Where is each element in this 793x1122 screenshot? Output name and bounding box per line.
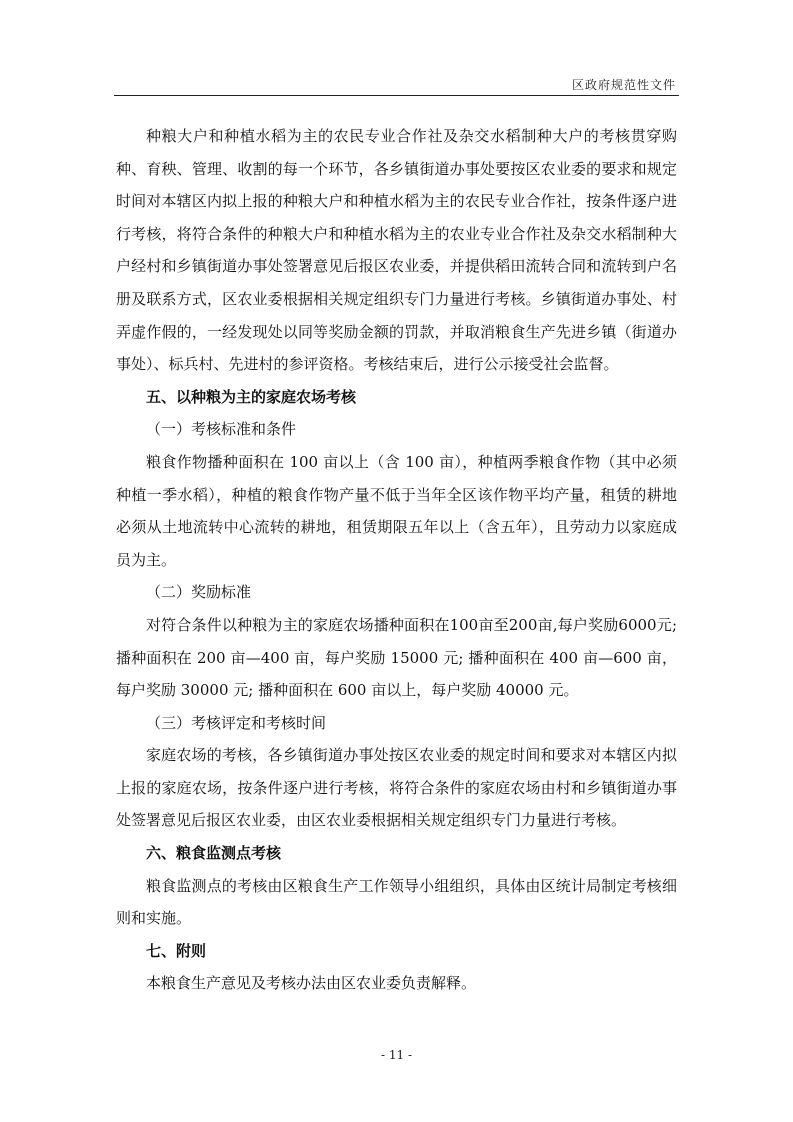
document-body	[116, 120, 677, 1000]
subheading-reward-standard: （二）奖励标准	[146, 583, 252, 602]
page-number: - 11 -	[380, 1048, 412, 1062]
paragraph-assessment-process: 种粮大户和种植水稻为主的农民专业合作社及杂交水稻制种大户的考核贯穿购种、育秧、管理、收割的每一个环节，各乡镇街道办事处要按区农业委的要求和规定时间对本辖区内拟上报的种粮大户和种植水稻为主的农民专业合作社，按条件逐户进行考核，将符合条件的种粮大户和种植水稻为主的农业专业合作社及杂交水稻制种大户经村和乡镇街道办事处签署意见后报区农业委，并提供稻田流转合同和流转到户名册及联系方式，区农业委根据相关规定组织专门力量进行考核。乡镇街道办事处、村弄虚作假的，一经发现处以同等奖励金额的罚款，并取消粮食生产先进乡镇（街道办事处）、标兵村、先进村的参评资格。考核结束后，进行公示接受社会监督。	[116, 127, 677, 374]
paragraph-reward-standard: 对符合条件以种粮为主的家庭农场播种面积在100亩至200亩,每户奖励6000元; 播种面积在 200 亩—400 亩，每户奖励 15000 元; 播种面积在 400 亩—600 亩，每户奖励 30000 元; 播种面积在 600 亩以上，每户奖励 40000 元。	[116, 615, 677, 700]
paragraph-monitoring-points: 粮食监测点的考核由区粮食生产工作领导小组组织，具体由区统计局制定考核细则和实施。	[116, 876, 677, 928]
paragraph-criteria: 粮食作物播种面积在 100 亩以上（含 100 亩），种植两季粮食作物（其中必须种植一季水稻），种植的粮食作物产量不低于当年全区该作物平均产量，租赁的耕地必须从土地流转中心流转的耕地，租赁期限五年以上（含五年），且劳动力以家庭成员为主。	[116, 452, 677, 569]
section-heading-family-farm: 五、以种粮为主的家庭农场考核	[146, 387, 357, 406]
paragraph-assessment-time: 家庭农场的考核，各乡镇街道办事处按区农业委的规定时间和要求对本辖区内拟上报的家庭农场，按条件逐户进行考核，将符合条件的家庭农场由村和乡镇街道办事处签署意见后报区农业委，由区农业委根据相关规定组织专门力量进行考核。	[116, 746, 677, 830]
subheading-assessment-time: （三）考核评定和考核时间	[146, 713, 327, 732]
running-header: 区政府规范性文件	[571, 78, 676, 92]
section-heading-monitoring-points: 六、粮食监测点考核	[146, 844, 282, 863]
paragraph-supplementary: 本粮食生产意见及考核办法由区农业委负责解释。	[146, 974, 477, 993]
section-heading-supplementary: 七、附则	[146, 941, 207, 960]
header-divider	[114, 95, 679, 96]
subheading-criteria: （一）考核标准和条件	[146, 420, 297, 439]
